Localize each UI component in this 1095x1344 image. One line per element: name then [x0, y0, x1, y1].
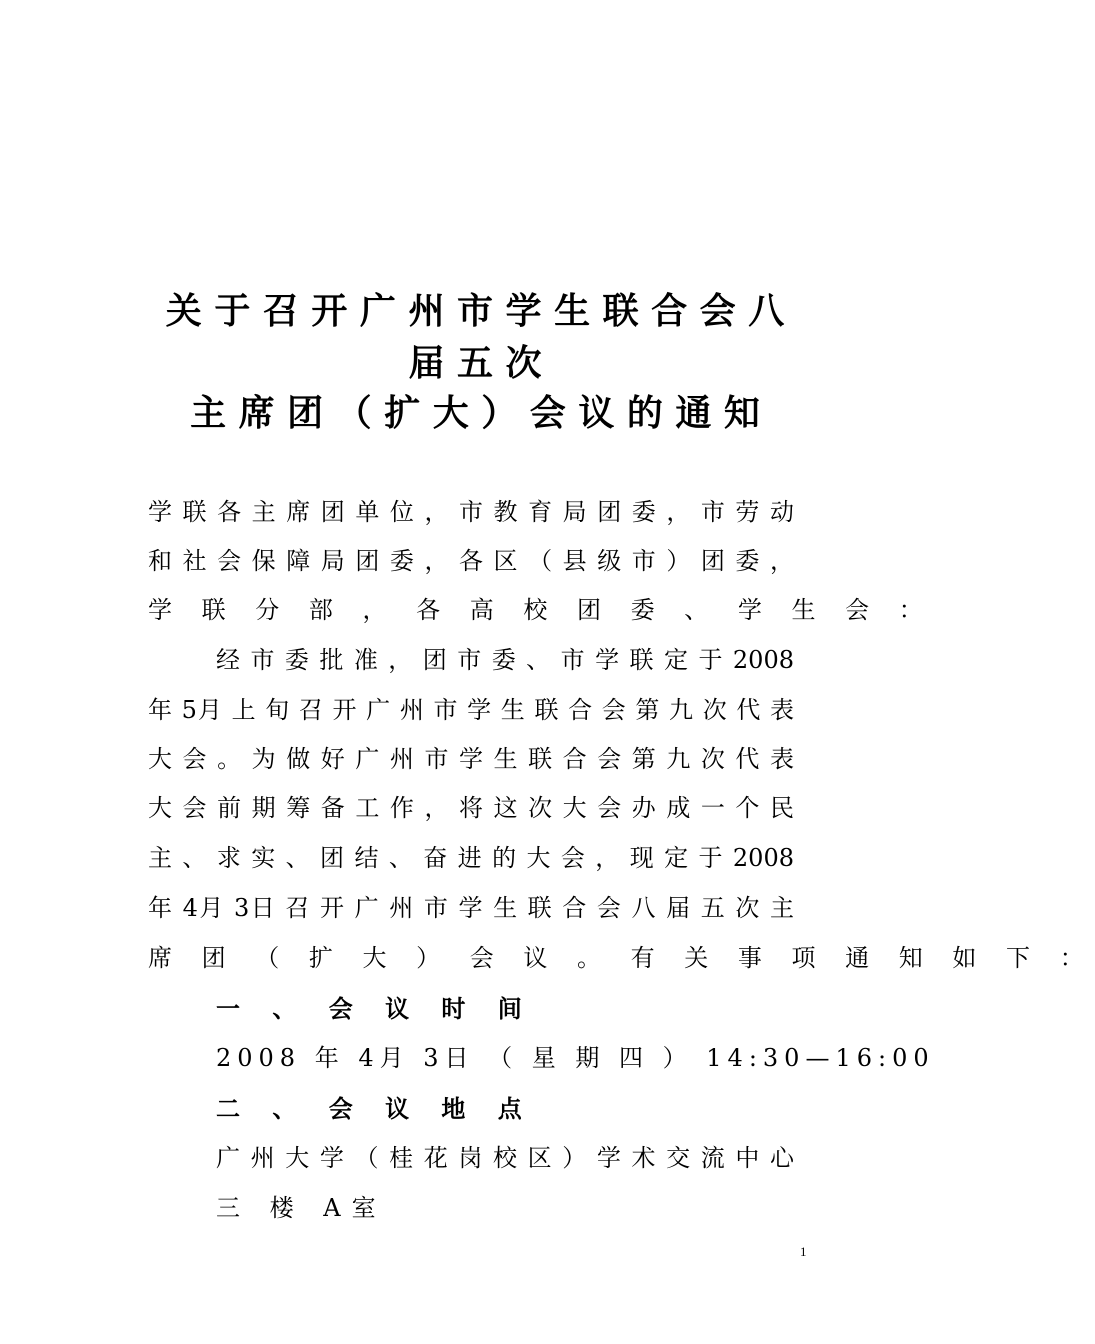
section-2-heading: 二 、 会 议 地 点	[216, 1094, 534, 1123]
paragraph-line-2: 年 5月 上 旬 召 开 广 州 市 学 生 联 合 会 第 九 次 代 表	[148, 696, 794, 724]
section-2-content-line-2: 三 楼 A室	[216, 1194, 387, 1222]
document-title-line-2: 届 五 次	[408, 342, 542, 384]
addressee-line-1: 学 联 各 主 席 团 单 位 ， 市 教 育 局 团 委 ， 市 劳 动	[148, 498, 794, 526]
section-1-heading: 一 、 会 议 时 间	[216, 994, 534, 1023]
paragraph-line-6: 年 4月 3日 召 开 广 州 市 学 生 联 合 会 八 届 五 次 主	[148, 894, 794, 922]
addressee-line-3: 学 联 分 部 ， 各 高 校 团 委 、 学 生 会 ：	[148, 596, 934, 624]
document-title-line-3: 主 席 团 （ 扩 大 ） 会 议 的 通 知	[190, 392, 760, 434]
paragraph-line-3: 大 会 。 为 做 好 广 州 市 学 生 联 合 会 第 九 次 代 表	[148, 745, 794, 773]
addressee-line-2: 和 社 会 保 障 局 团 委 ， 各 区 （ 县 级 市 ） 团 委 ，	[148, 547, 794, 575]
paragraph-line-4: 大 会 前 期 筹 备 工 作 ， 将 这 次 大 会 办 成 一 个 民	[148, 794, 794, 822]
paragraph-line-5: 主 、 求 实 、 团 结 、 奋 进 的 大 会 ， 现 定 于 2008	[148, 844, 794, 872]
section-1-content: 2008 年 4月 3日 （ 星 期 四 ） 14:30—16:00	[216, 1044, 935, 1072]
paragraph-line-7: 席 团 （ 扩 大 ） 会 议 。 有 关 事 项 通 知 如 下 ：	[148, 944, 1095, 972]
paragraph-line-1: 经 市 委 批 准 ， 团 市 委 、 市 学 联 定 于 2008	[216, 646, 794, 674]
page-number: 1	[800, 1244, 807, 1259]
document-title-line-1: 关 于 召 开 广 州 市 学 生 联 合 会 八	[165, 290, 785, 332]
section-2-content-line-1: 广 州 大 学 （ 桂 花 岗 校 区 ） 学 术 交 流 中 心	[216, 1144, 794, 1172]
